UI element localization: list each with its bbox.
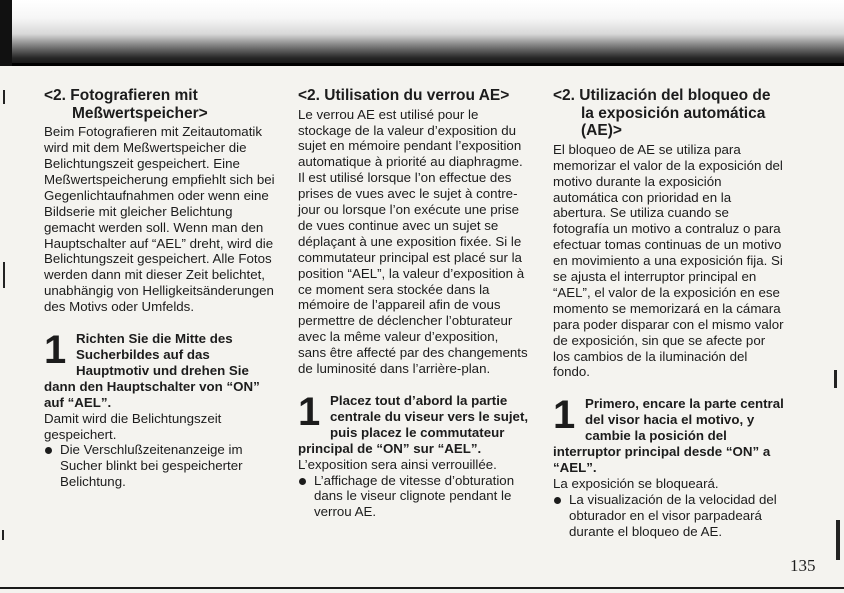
german-step-instruction: Richten Sie die Mitte des Sucherbildes auf das Hauptmotiv und drehen Sie dann den Hauptschalter von “ON” auf “AEL”. (44, 331, 260, 410)
french-step-1 (298, 393, 530, 457)
spanish-step-number: 1 (553, 396, 576, 438)
spanish-bullet-text: La visualización de la velocidad del obturador en el visor parpadeará durante el bloqueo de AE. (569, 491, 777, 539)
german-heading (44, 87, 276, 122)
bullet-dot-icon (299, 478, 306, 485)
left-edge-mark (2, 530, 4, 540)
spanish-heading-line1: <2. Utilización del bloqueo de (553, 87, 771, 104)
bullet-dot-icon (554, 497, 561, 504)
french-bullet-text: L’affichage de vitesse d’obturation dans le viseur clignote pendant le verrou AE. (314, 472, 515, 520)
spanish-bullet-note (553, 492, 785, 540)
german-heading-line2: Meßwertspeicher> (72, 104, 208, 122)
french-step-number: 1 (298, 393, 321, 434)
right-edge-mark (836, 520, 840, 560)
corner-crop-mark (0, 0, 12, 66)
german-heading-line1: <2. Fotografieren mit (44, 87, 198, 104)
spanish-step-result: La exposición se bloqueará. (553, 475, 719, 491)
left-edge-mark (3, 262, 5, 288)
french-heading: <2. Utilisation du verrou AE> (298, 87, 510, 104)
spanish-step-1 (553, 396, 785, 476)
german-column (44, 87, 276, 490)
french-body-text: Le verrou AE est utilisé pour le stockage de la valeur d’exposition du sujet en mémoire pendant l’exposition automatique à priorité au diaphragme. Il est utilisé lorsque l’on effectue des prises de vues avec le sujet à contre-jour ou lorsque l’on exécute une prise de vues continue avec un sujet se déplaçant à une exposition fixée. Si le commutateur principal est placé sur la position “AEL”, la valeur d’exposition à ce moment sera stockée dans la mémoire de l’appareil afin de vous permettre de déclencher l’obturateur avec la même valeur d’exposition, sans être affecté par des changements de luminosité dans l’arrière-plan. (298, 106, 528, 377)
german-bullet-note (44, 442, 276, 490)
french-column (298, 87, 530, 520)
french-step-instruction: Placez tout d’abord la partie centrale du viseur vers le sujet, puis placez le commutateur principal de “ON” sur “AEL”. (298, 393, 529, 456)
right-edge-mark (834, 370, 837, 388)
german-step-number: 1 (44, 331, 67, 373)
top-scan-band (0, 0, 844, 66)
left-edge-mark (3, 90, 5, 104)
french-bullet-note (298, 473, 530, 521)
french-step-result: L’exposition sera ainsi verrouillée. (298, 456, 497, 472)
german-body-text: Beim Fotografieren mit Zeitautomatik wird mit dem Meßwertspeicher die Belichtungszeit gespeichert. Eine Meßwertspeicherung empfiehlt sich bei Gegenlichtaufnahmen oder wenn eine Bildserie mit gleicher Belichtung gemacht werden soll. Wenn man den Hauptschalter auf “AEL” dreht, wird die Belichtungszeit gespeichert. Alle Fotos werden dann mit dieser Zeit belichtet, unabhängig von Helligkeitsänderungen des Motivs oder Umfelds. (44, 124, 275, 315)
german-step-1 (44, 331, 276, 411)
bottom-rule (0, 587, 844, 589)
bullet-dot-icon (45, 447, 52, 454)
spanish-heading (553, 87, 785, 140)
german-step-result: Damit wird die Belichtungszeit gespeichert. (44, 410, 222, 442)
spanish-step-instruction: Primero, encare la parte central del visor hacia el motivo, y cambie la posición del interruptor principal desde “ON” a “AEL”. (553, 396, 784, 475)
page-number: 135 (790, 556, 816, 575)
german-bullet-text: Die Verschlußzeitenanzeige im Sucher blinkt bei gespeicherter Belichtung. (60, 442, 243, 490)
spanish-heading-line2: la exposición automática (581, 104, 766, 122)
spanish-column (553, 87, 785, 540)
spanish-heading-line3: (AE)> (581, 122, 622, 140)
spanish-body-text: El bloqueo de AE se utiliza para memorizar el valor de la exposición del motivo durante la exposición automática con prioridad en la abertura. Se utiliza cuando se fotografía un motivo a contraluz o para efectuar tomas continuas de un motivo en movimiento a una exposición fija. Si se ajusta el interruptor principal en “AEL”, el valor de la exposición en ese momento se memorizará en la cámara para poder disparar con el mismo valor de exposición, sin que se afecte por los cambios de la iluminación del fondo. (553, 141, 784, 380)
